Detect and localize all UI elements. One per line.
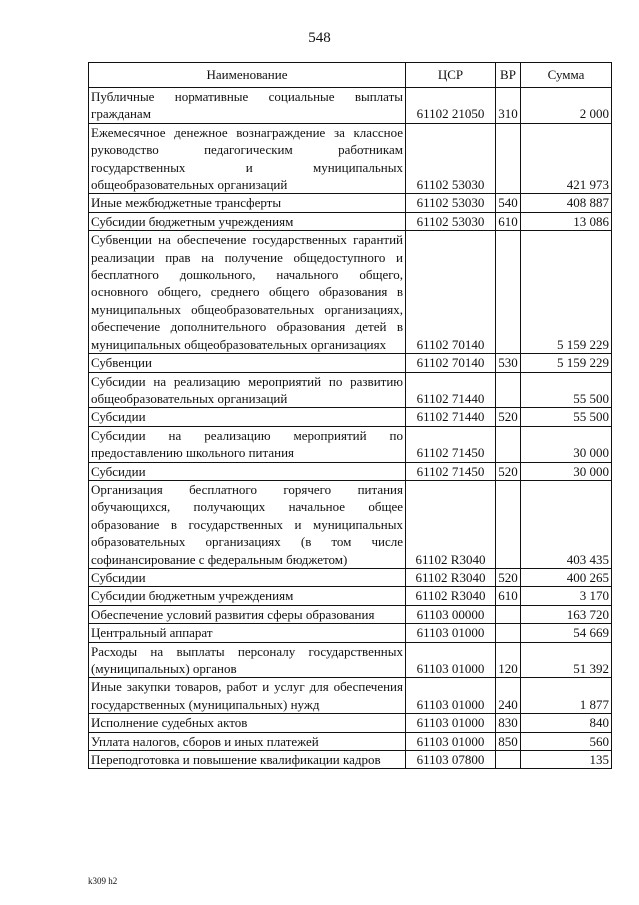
row-csr: 61102 53030 bbox=[406, 194, 496, 212]
table-row bbox=[89, 714, 612, 732]
row-vr: 310 bbox=[496, 88, 521, 124]
row-csr: 61102 71440 bbox=[406, 372, 496, 408]
row-sum: 13 086 bbox=[521, 212, 612, 230]
row-vr: 850 bbox=[496, 732, 521, 750]
header-csr: ЦСР bbox=[406, 63, 496, 88]
table-row bbox=[89, 480, 612, 568]
table-row bbox=[89, 372, 612, 408]
row-csr: 61102 53030 bbox=[406, 123, 496, 194]
row-name: Расходы на выплаты персоналу государственных (муниципальных) органов bbox=[89, 642, 406, 678]
row-sum: 5 159 229 bbox=[521, 354, 612, 372]
row-name: Организация бесплатного горячего питания обучающихся, получающих начальное общее образование в государственных и муниципальных образовательных организациях (в том числе софинансирование с федеральным бюджетом) bbox=[89, 480, 406, 568]
table-row bbox=[89, 408, 612, 426]
row-sum: 3 170 bbox=[521, 587, 612, 605]
row-name: Уплата налогов, сборов и иных платежей bbox=[89, 732, 406, 750]
row-vr bbox=[496, 624, 521, 642]
table-header-row bbox=[89, 63, 612, 88]
footer-code: k309 h2 bbox=[88, 876, 118, 886]
row-csr: 61102 71450 bbox=[406, 426, 496, 462]
header-sum: Сумма bbox=[521, 63, 612, 88]
row-vr: 610 bbox=[496, 212, 521, 230]
row-name: Публичные нормативные социальные выплаты гражданам bbox=[89, 88, 406, 124]
table-row bbox=[89, 642, 612, 678]
row-csr: 61103 01000 bbox=[406, 714, 496, 732]
row-sum: 5 159 229 bbox=[521, 231, 612, 354]
row-sum: 51 392 bbox=[521, 642, 612, 678]
row-csr: 61103 01000 bbox=[406, 732, 496, 750]
row-csr: 61102 R3040 bbox=[406, 480, 496, 568]
row-name: Ежемесячное денежное вознаграждение за классное руководство педагогическим работникам государственных и муниципальных общеобразовательных организаций bbox=[89, 123, 406, 194]
row-sum: 163 720 bbox=[521, 605, 612, 623]
row-csr: 61102 R3040 bbox=[406, 587, 496, 605]
header-vr: ВР bbox=[496, 63, 521, 88]
row-sum: 421 973 bbox=[521, 123, 612, 194]
row-vr: 520 bbox=[496, 462, 521, 480]
row-sum: 1 877 bbox=[521, 678, 612, 714]
row-name: Иные закупки товаров, работ и услуг для обеспечения государственных (муниципальных) нужд bbox=[89, 678, 406, 714]
row-sum: 30 000 bbox=[521, 426, 612, 462]
row-vr: 520 bbox=[496, 408, 521, 426]
table-row bbox=[89, 624, 612, 642]
row-vr bbox=[496, 372, 521, 408]
row-name: Субвенции на обеспечение государственных гарантий реализации прав на получение общедоступного и бесплатного дошкольного, начального общего, основного общего, среднего общего образования в муниципальных общеобразовательных организациях, обеспечение дополнительного образования детей в муниципальных общеобразовательных организациях bbox=[89, 231, 406, 354]
row-csr: 61102 71450 bbox=[406, 462, 496, 480]
table-row bbox=[89, 605, 612, 623]
row-csr: 61102 53030 bbox=[406, 212, 496, 230]
table-row bbox=[89, 732, 612, 750]
row-vr: 520 bbox=[496, 568, 521, 586]
table-row bbox=[89, 462, 612, 480]
row-vr: 240 bbox=[496, 678, 521, 714]
row-csr: 61103 01000 bbox=[406, 678, 496, 714]
row-name: Субсидии бюджетным учреждениям bbox=[89, 212, 406, 230]
table-row bbox=[89, 194, 612, 212]
row-name: Исполнение судебных актов bbox=[89, 714, 406, 732]
row-sum: 408 887 bbox=[521, 194, 612, 212]
row-name: Субсидии бюджетным учреждениям bbox=[89, 587, 406, 605]
table-row bbox=[89, 212, 612, 230]
table-row bbox=[89, 123, 612, 194]
table-row bbox=[89, 587, 612, 605]
row-csr: 61103 07800 bbox=[406, 751, 496, 769]
row-sum: 840 bbox=[521, 714, 612, 732]
row-csr: 61102 71440 bbox=[406, 408, 496, 426]
row-sum: 30 000 bbox=[521, 462, 612, 480]
row-vr: 540 bbox=[496, 194, 521, 212]
row-vr bbox=[496, 231, 521, 354]
table-row bbox=[89, 751, 612, 769]
row-vr bbox=[496, 123, 521, 194]
table-row bbox=[89, 231, 612, 354]
page-number: 548 bbox=[308, 30, 331, 46]
budget-table bbox=[88, 62, 612, 769]
row-name: Субсидии на реализацию мероприятий по развитию общеобразовательных организаций bbox=[89, 372, 406, 408]
row-name: Обеспечение условий развития сферы образования bbox=[89, 605, 406, 623]
row-name: Центральный аппарат bbox=[89, 624, 406, 642]
row-name: Субсидии на реализацию мероприятий по предоставлению школьного питания bbox=[89, 426, 406, 462]
row-sum: 400 265 bbox=[521, 568, 612, 586]
row-sum: 2 000 bbox=[521, 88, 612, 124]
row-vr bbox=[496, 605, 521, 623]
row-vr bbox=[496, 751, 521, 769]
row-csr: 61102 21050 bbox=[406, 88, 496, 124]
row-vr: 830 bbox=[496, 714, 521, 732]
row-csr: 61102 70140 bbox=[406, 354, 496, 372]
row-sum: 55 500 bbox=[521, 408, 612, 426]
row-csr: 61102 70140 bbox=[406, 231, 496, 354]
table-row bbox=[89, 678, 612, 714]
table-row bbox=[89, 88, 612, 124]
row-name: Субсидии bbox=[89, 408, 406, 426]
row-name: Иные межбюджетные трансферты bbox=[89, 194, 406, 212]
row-name: Субсидии bbox=[89, 568, 406, 586]
row-vr bbox=[496, 480, 521, 568]
row-csr: 61103 01000 bbox=[406, 642, 496, 678]
row-vr: 120 bbox=[496, 642, 521, 678]
row-vr: 610 bbox=[496, 587, 521, 605]
row-sum: 55 500 bbox=[521, 372, 612, 408]
table-row bbox=[89, 426, 612, 462]
row-name: Субвенции bbox=[89, 354, 406, 372]
table-row bbox=[89, 568, 612, 586]
row-sum: 135 bbox=[521, 751, 612, 769]
row-csr: 61103 00000 bbox=[406, 605, 496, 623]
row-name: Субсидии bbox=[89, 462, 406, 480]
row-name: Переподготовка и повышение квалификации кадров bbox=[89, 751, 406, 769]
row-vr bbox=[496, 426, 521, 462]
header-name: Наименование bbox=[89, 63, 406, 88]
table-row bbox=[89, 354, 612, 372]
row-sum: 403 435 bbox=[521, 480, 612, 568]
row-sum: 54 669 bbox=[521, 624, 612, 642]
row-csr: 61102 R3040 bbox=[406, 568, 496, 586]
row-csr: 61103 01000 bbox=[406, 624, 496, 642]
row-sum: 560 bbox=[521, 732, 612, 750]
row-vr: 530 bbox=[496, 354, 521, 372]
